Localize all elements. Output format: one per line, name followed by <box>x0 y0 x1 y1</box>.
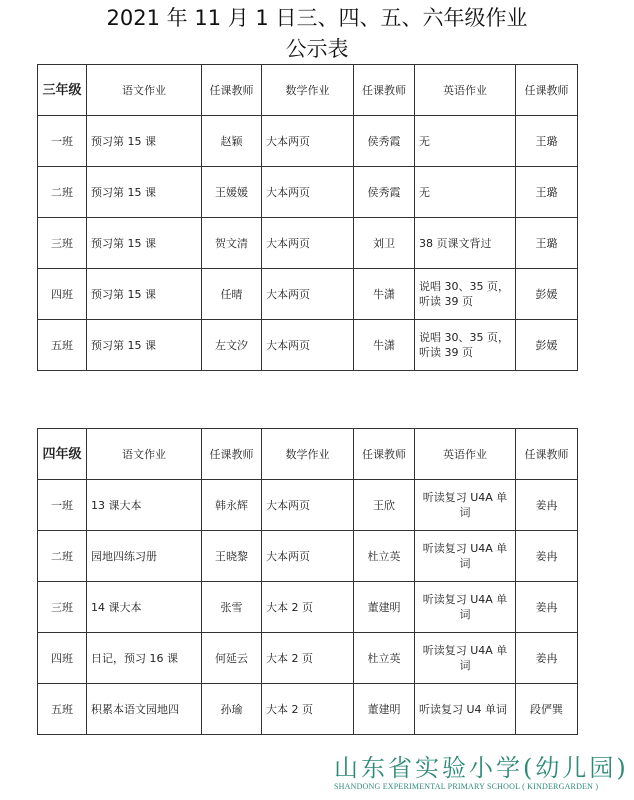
english-homework-cell: 听读复习 U4A 单词 <box>415 633 516 684</box>
table-row <box>38 531 578 582</box>
english-homework-cell: 无 <box>415 116 516 167</box>
grade-label: 四年级 <box>38 429 87 480</box>
english-teacher-cell: 王璐 <box>516 218 578 269</box>
chinese-teacher-cell: 任晴 <box>202 269 262 320</box>
grade4-homework-table <box>37 428 578 735</box>
math-homework-cell: 大本 2 页 <box>262 684 354 735</box>
class-cell: 五班 <box>38 320 87 371</box>
header-teacher: 任课教师 <box>354 65 415 116</box>
english-homework-cell: 听读复习 U4A 单词 <box>415 582 516 633</box>
english-homework-cell: 听读复习 U4A 单词 <box>415 480 516 531</box>
english-homework-cell: 38 页课文背过 <box>415 218 516 269</box>
math-teacher-cell: 董建明 <box>354 684 415 735</box>
header-teacher: 任课教师 <box>202 65 262 116</box>
chinese-teacher-cell: 王媛媛 <box>202 167 262 218</box>
math-homework-cell: 大本两页 <box>262 531 354 582</box>
chinese-homework-cell: 14 课大本 <box>87 582 202 633</box>
table-row <box>38 320 578 371</box>
math-homework-cell: 大本两页 <box>262 218 354 269</box>
class-cell: 三班 <box>38 218 87 269</box>
class-cell: 一班 <box>38 116 87 167</box>
school-logo <box>330 748 630 798</box>
math-teacher-cell: 杜立英 <box>354 531 415 582</box>
english-homework-cell: 听读复习 U4 单词 <box>415 684 516 735</box>
english-homework-cell: 说唱 30、35 页，听读 39 页 <box>415 320 516 371</box>
chinese-homework-cell: 预习第 15 课 <box>87 218 202 269</box>
english-teacher-cell: 王璐 <box>516 116 578 167</box>
math-teacher-cell: 侯秀霞 <box>354 116 415 167</box>
header-english: 英语作业 <box>415 429 516 480</box>
english-teacher-cell: 王璐 <box>516 167 578 218</box>
english-teacher-cell: 姜冉 <box>516 531 578 582</box>
chinese-homework-cell: 园地四练习册 <box>87 531 202 582</box>
school-logo-english: SHANDONG EXPERIMENTAL PRIMARY SCHOOL ( KINDERGARDEN ) <box>334 782 599 791</box>
math-homework-cell: 大本两页 <box>262 116 354 167</box>
header-teacher: 任课教师 <box>354 429 415 480</box>
school-logo-chinese: 山东省实验小学(幼儿园) <box>334 754 629 782</box>
math-teacher-cell: 牛潇 <box>354 320 415 371</box>
chinese-teacher-cell: 张雪 <box>202 582 262 633</box>
class-cell: 一班 <box>38 480 87 531</box>
math-homework-cell: 大本两页 <box>262 167 354 218</box>
english-teacher-cell: 彭媛 <box>516 269 578 320</box>
chinese-homework-cell: 预习第 15 课 <box>87 269 202 320</box>
chinese-homework-cell: 日记，预习 16 课 <box>87 633 202 684</box>
table-row <box>38 684 578 735</box>
header-chinese: 语文作业 <box>87 65 202 116</box>
chinese-teacher-cell: 王晓黎 <box>202 531 262 582</box>
math-homework-cell: 大本 2 页 <box>262 582 354 633</box>
page-subtitle: 公示表 <box>285 37 349 61</box>
header-chinese: 语文作业 <box>87 429 202 480</box>
chinese-homework-cell: 积累本语文园地四 <box>87 684 202 735</box>
table-row <box>38 633 578 684</box>
math-homework-cell: 大本两页 <box>262 269 354 320</box>
table-header-row <box>38 65 578 116</box>
chinese-teacher-cell: 韩永辉 <box>202 480 262 531</box>
table-row <box>38 269 578 320</box>
chinese-homework-cell: 预习第 15 课 <box>87 116 202 167</box>
math-teacher-cell: 杜立英 <box>354 633 415 684</box>
header-math: 数学作业 <box>262 429 354 480</box>
table-row <box>38 218 578 269</box>
chinese-teacher-cell: 赵颖 <box>202 116 262 167</box>
grade-label: 三年级 <box>38 65 87 116</box>
table-row <box>38 167 578 218</box>
table-row <box>38 116 578 167</box>
class-cell: 四班 <box>38 269 87 320</box>
chinese-teacher-cell: 左文汐 <box>202 320 262 371</box>
math-homework-cell: 大本 2 页 <box>262 633 354 684</box>
english-teacher-cell: 姜冉 <box>516 582 578 633</box>
chinese-teacher-cell: 何延云 <box>202 633 262 684</box>
chinese-homework-cell: 预习第 15 课 <box>87 320 202 371</box>
table-row <box>38 582 578 633</box>
header-teacher: 任课教师 <box>516 65 578 116</box>
math-teacher-cell: 董建明 <box>354 582 415 633</box>
english-teacher-cell: 姜冉 <box>516 480 578 531</box>
chinese-homework-cell: 预习第 15 课 <box>87 167 202 218</box>
english-teacher-cell: 彭媛 <box>516 320 578 371</box>
math-teacher-cell: 侯秀霞 <box>354 167 415 218</box>
math-teacher-cell: 牛潇 <box>354 269 415 320</box>
header-math: 数学作业 <box>262 65 354 116</box>
class-cell: 二班 <box>38 167 87 218</box>
english-homework-cell: 说唱 30、35 页，听读 39 页 <box>415 269 516 320</box>
header-teacher: 任课教师 <box>516 429 578 480</box>
class-cell: 二班 <box>38 531 87 582</box>
page-title: 2021 年 11 月 1 日三、四、五、六年级作业 <box>106 6 528 30</box>
english-teacher-cell: 姜冉 <box>516 633 578 684</box>
math-teacher-cell: 王欣 <box>354 480 415 531</box>
english-homework-cell: 无 <box>415 167 516 218</box>
english-homework-cell: 听读复习 U4A 单词 <box>415 531 516 582</box>
math-homework-cell: 大本两页 <box>262 320 354 371</box>
math-teacher-cell: 刘卫 <box>354 218 415 269</box>
grade3-homework-table <box>37 64 578 371</box>
math-homework-cell: 大本两页 <box>262 480 354 531</box>
class-cell: 五班 <box>38 684 87 735</box>
class-cell: 四班 <box>38 633 87 684</box>
table-row <box>38 480 578 531</box>
chinese-homework-cell: 13 课大本 <box>87 480 202 531</box>
chinese-teacher-cell: 孙瑜 <box>202 684 262 735</box>
chinese-teacher-cell: 贺文清 <box>202 218 262 269</box>
header-english: 英语作业 <box>415 65 516 116</box>
english-teacher-cell: 段俨巽 <box>516 684 578 735</box>
class-cell: 三班 <box>38 582 87 633</box>
header-teacher: 任课教师 <box>202 429 262 480</box>
table-header-row <box>38 429 578 480</box>
